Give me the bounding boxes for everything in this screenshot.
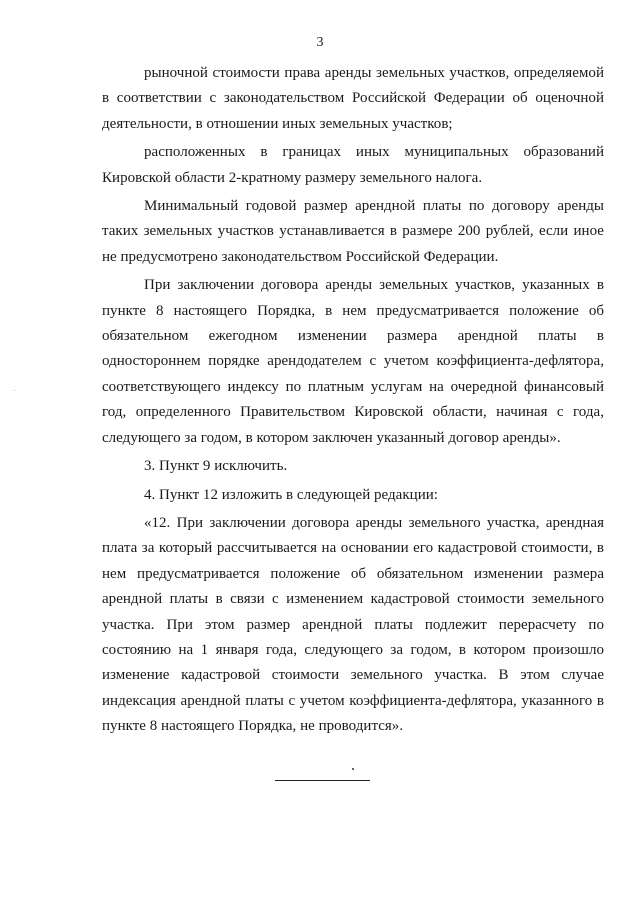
paragraph-minimum-rent: Минимальный годовой размер арендной платы по договору аренды таких земельных участков устанавливается в размере 200 рублей, если иное не предусмотрено законодательством Российской Федерации.: [102, 198, 604, 265]
paragraph-clause-12: «12. При заключении договора аренды земельного участка, арендная плата за который рассчитывается на основании его кадастровой стоимости, в нем предусматривается положение об обязательном изменении размера арендной платы в связи с изменением кадастровой стоимости земельного участка. При этом размер арендной платы подлежит перерасчету по состоянию на 1 января года, следующего за годом, в котором произошло изменение кадастровой стоимости земельного участка. В этом случае индексация арендной платы с учетом коэффициента-дефлятора, указанного в пункте 8 настоящего Порядка, не проводится».: [102, 514, 604, 735]
paragraph-item-3: 3. Пункт 9 исключить.: [144, 458, 288, 475]
paragraph-lease-indexation: При заключении договора аренды земельных участков, указанных в пункте 8 настоящего Порядка, в нем предусматривается положение об обязательном ежегодном изменении размера арендной платы в одностороннем порядке арендодателем с учетом коэффициента-дефлятора, соответствующего индексу по платным услугам на очередной финансовый год, определенного Правительством Кировской области, начиная с года, следующего за годом, в котором заключен указанный договор аренды».: [102, 277, 604, 446]
document-body: [102, 61, 604, 743]
end-of-document-line: [275, 780, 370, 781]
paragraph-other-municipalities: расположенных в границах иных муниципальных образований Кировской области 2-кратному размеру земельного налога.: [102, 144, 604, 186]
paragraph-item-4: 4. Пункт 12 изложить в следующей редакции:: [144, 486, 438, 503]
paragraph-market-value: рыночной стоимости права аренды земельных участков, определяемой в соответствии с законодательством Российской Федерации об оценочной деятельности, в отношении иных земельных участков;: [102, 65, 604, 132]
end-dot: [352, 768, 354, 770]
scan-speck: [14, 390, 15, 391]
page-number: 3: [316, 35, 324, 50]
